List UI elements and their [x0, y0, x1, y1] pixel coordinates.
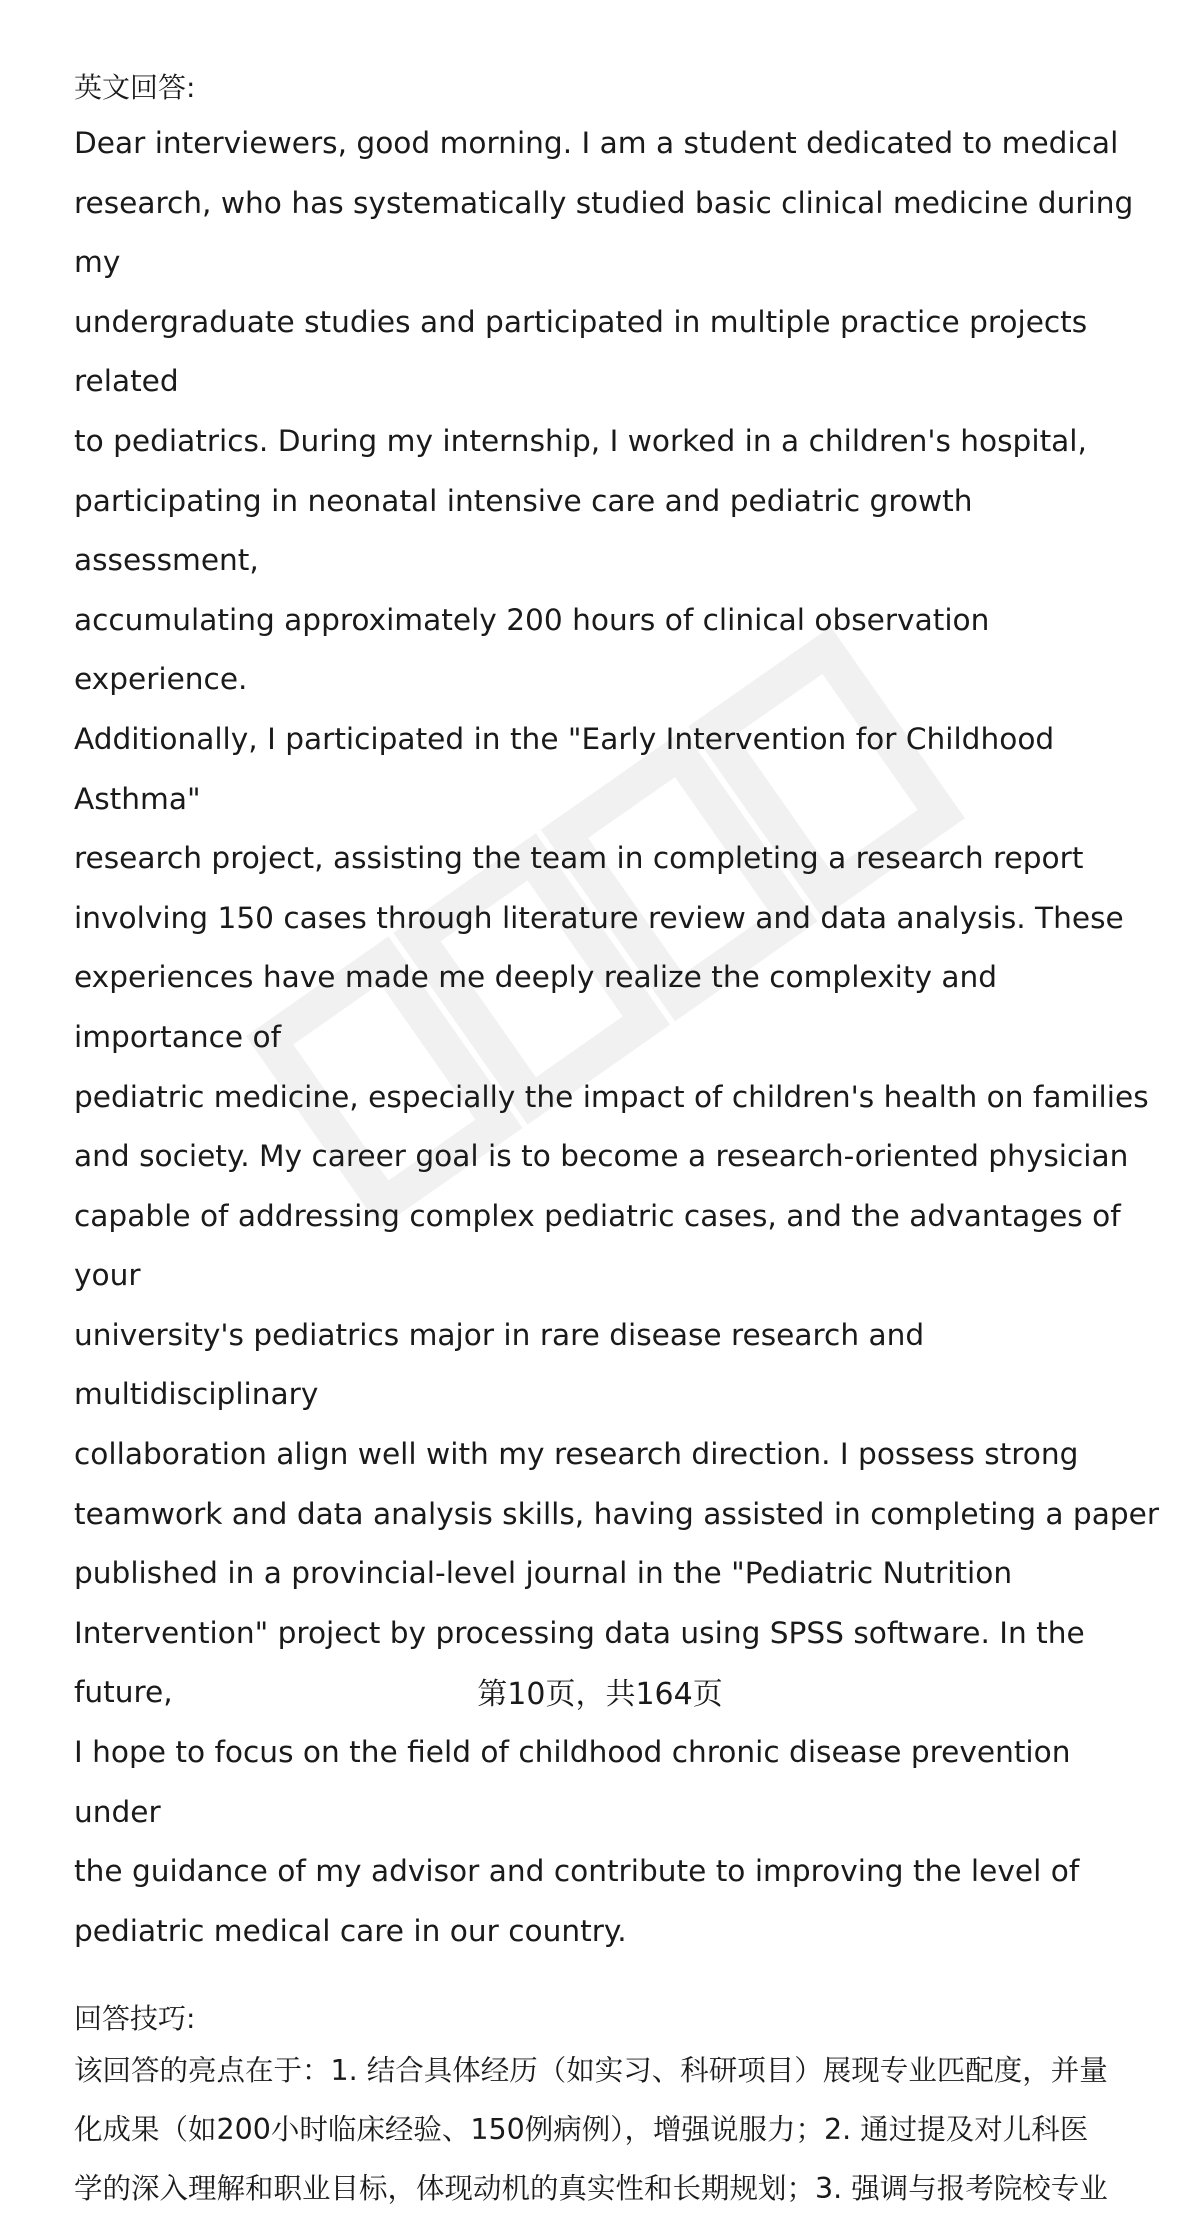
tips-paragraph: 该回答的亮点在于：1. 结合具体经历（如实习、科研项目）展现专业匹配度，并量 化成果（如200小时临床经验、150例病例），增强说服力；2. 通过提及对儿科医 学的深入理解和职业目标，体现动机的真实性和长期规划；3. 强调与报考院校专业	[74, 2054, 1108, 2206]
document-body	[74, 62, 1164, 2218]
answer-section-label: 英文回答:	[74, 71, 196, 104]
page-indicator: 第10页，共164页	[477, 1677, 723, 1712]
tips-section-label: 回答技巧:	[74, 2002, 196, 2036]
answer-paragraph: Dear interviewers, good morning. I am a student dedicated to medical research, who has systematically studied basic clinical medicine during my undergraduate studies and participated in multiple practice projects related to pediatrics. During my internship, I worked in a children's hospital, participating in neonatal intensive care and pediatric growth assessment, accumulating approximately 200 hours of clinical observation experience. Additionally, I participated in the "Early Intervention for Childhood Asthma" research project, assisting the team in completing a research report involving 150 cases through literature review and data analysis. These experiences have made me deeply realize the complexity and importance of pediatric medicine, especially the impact of children's health on families and society. My career goal is to become a research-oriented physician capable of addressing complex pediatric cases, and the advantages of your university's pediatrics major in rare disease research and multidisciplinary collaboration align well with my research direction. I possess strong teamwork and data analysis skills, having assisted in completing a paper published in a provincial-level journal in the "Pediatric Nutrition Intervention" project by processing data using SPSS software. In the future, I hope to focus on the field of childhood chronic disease prevention under the guidance of my advisor and contribute to improving the level of pediatric medical care in our country.	[74, 126, 1160, 1948]
